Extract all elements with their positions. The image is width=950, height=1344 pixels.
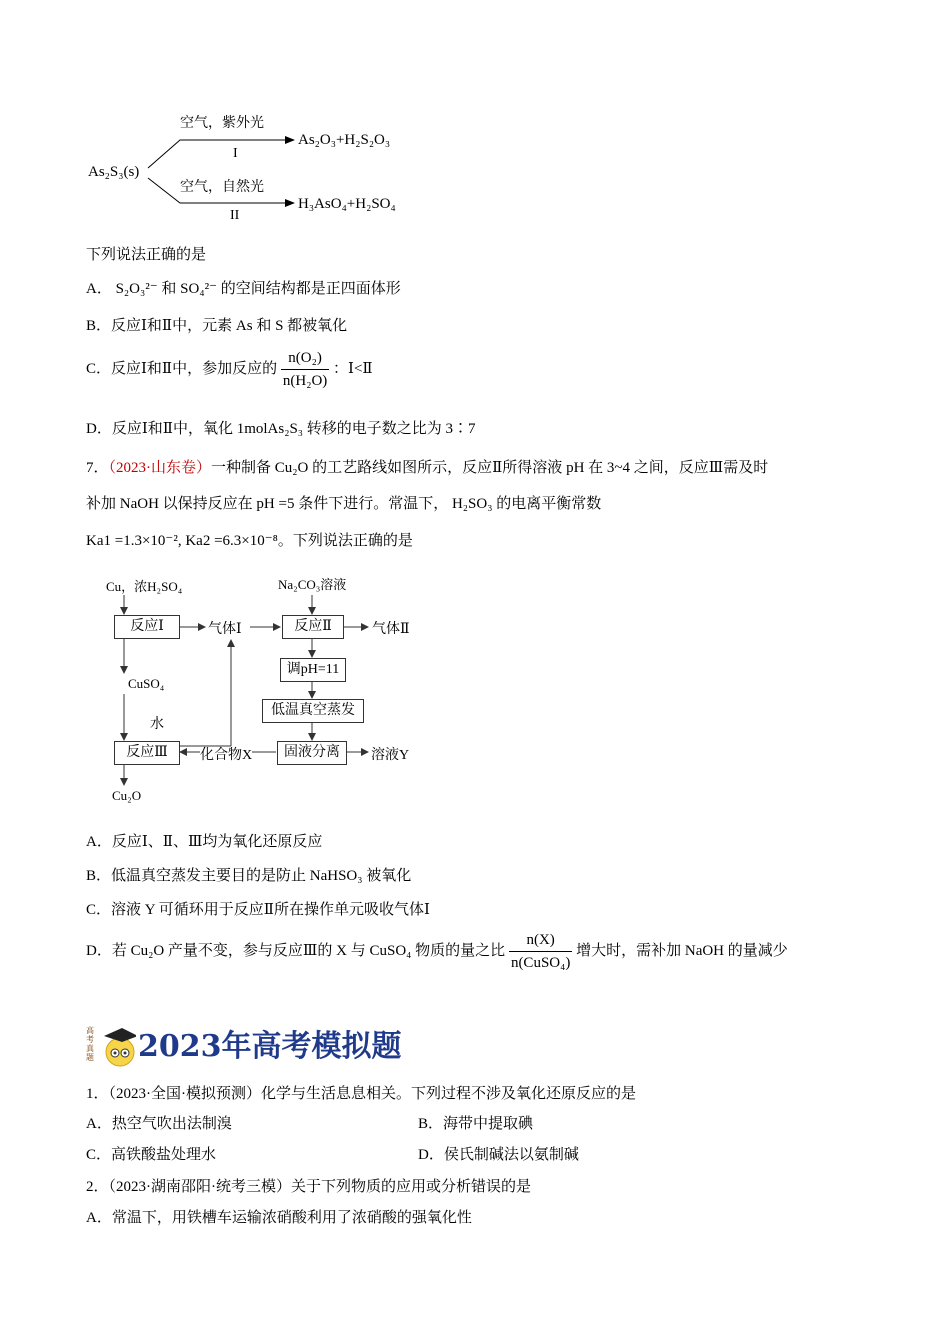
q6-option-c: C．反应Ⅰ和Ⅱ中，参加反应的 $\frac{\text{n(O₂)}}{\text{n(H₂O)}}$ ：Ⅰ<Ⅱ xyxy=(86,350,373,389)
ratio-fraction: $\frac{\text{n(O₂)}}{\text{n(H₂O)}}$ xyxy=(282,350,328,389)
flow-input-na2co3: Na₂CO₃溶液 xyxy=(278,577,347,592)
m1-stem: 1．（2023·全国·模拟预测）化学与生活息息相关。下列过程不涉及氧化还原反应的是 xyxy=(86,1086,636,1102)
scheme-reactant: As₂S₃(s) xyxy=(88,164,140,180)
q7-option-a: A．反应Ⅰ、Ⅱ、Ⅲ均为氧化还原反应 xyxy=(86,834,323,850)
section-title: 2023年高考模拟题 xyxy=(138,1029,402,1064)
flow-box-reaction2: 反应Ⅱ xyxy=(282,615,344,639)
flow-box-evaporation: 低温真空蒸发 xyxy=(262,699,364,723)
scheme-top-product: As₂O₃+H₂S₂O₃ xyxy=(298,132,391,148)
section-badge-icon xyxy=(86,1024,136,1072)
flow-box-separation: 固液分离 xyxy=(277,741,347,765)
q7-line1: 7．（2023·山东卷）一种制备 Cu₂O 的工艺路线如图所示，反应Ⅱ所得溶液 pH 在 3~4 之间，反应Ⅲ需及时 xyxy=(86,460,769,476)
scheme-bottom-condition: 空气，自然光 xyxy=(180,180,264,195)
q6-option-a: A． S₂O₃²⁻ 和 SO₄²⁻ 的空间结构都是正四面体形 xyxy=(86,281,401,297)
scheme-top-label: I xyxy=(233,146,238,161)
q6-stem: 下列说法正确的是 xyxy=(86,247,207,263)
flow-output-cu2o: Cu₂O xyxy=(112,788,142,803)
ratio-fraction-x-cuso4: $\frac{n(X)}{\text{n(CuSO₄)}}$ xyxy=(510,932,571,971)
flow-gas1: 气体Ⅰ xyxy=(208,622,242,637)
m2-stem: 2．（2023·湖南邵阳·统考三模）关于下列物质的应用或分析错误的是 xyxy=(86,1179,531,1195)
m1-option-c: C．高铁酸盐处理水 xyxy=(86,1147,217,1163)
flow-box-adjust-ph: 调pH=11 xyxy=(280,658,346,682)
q7-option-b: B．低温真空蒸发主要目的是防止 NaHSO₃ 被氧化 xyxy=(86,868,412,884)
flow-cuso4: CuSO₄ xyxy=(128,676,165,691)
q7-option-c: C．溶液 Y 可循环用于反应Ⅱ所在操作单元吸收气体Ⅰ xyxy=(86,902,430,918)
reaction-scheme xyxy=(80,108,440,228)
flow-gas2: 气体Ⅱ xyxy=(372,622,410,637)
flow-box-reaction1: 反应Ⅰ xyxy=(114,615,180,639)
q6-option-b: B．反应Ⅰ和Ⅱ中，元素 As 和 S 都被氧化 xyxy=(86,318,348,334)
flow-input-cu: Cu，浓H₂SO₄ xyxy=(106,579,183,594)
flow-water: 水 xyxy=(150,717,164,732)
process-flow-diagram xyxy=(100,570,440,810)
m2-option-a: A．常温下，用铁槽车运输浓硝酸利用了浓硝酸的强氧化性 xyxy=(86,1210,472,1226)
q7-line3: Ka1 =1.3×10⁻², Ka2 =6.3×10⁻⁸。下列说法正确的是 xyxy=(86,533,413,549)
q7-line2: 补加 NaOH 以保持反应在 pH =5 条件下进行。常温下， H₂SO₃ 的电离平衡常数 xyxy=(86,496,602,512)
q6-option-d: D．反应Ⅰ和Ⅱ中，氧化 1molAs₂S₃ 转移的电子数之比为 3∶7 xyxy=(86,421,476,437)
m1-option-b: B．海带中提取碘 xyxy=(418,1116,534,1132)
flow-box-reaction3: 反应Ⅲ xyxy=(114,741,180,765)
q7-source: （2023·山东卷） xyxy=(108,460,212,476)
section-badge-text: 高考真题 xyxy=(86,1026,94,1062)
scheme-bottom-product: H₃AsO₄+H₂SO₄ xyxy=(298,196,396,212)
q7-option-d: D．若 Cu₂O 产量不变，参与反应Ⅲ的 X 与 CuSO₄ 物质的量之比 $\frac{n(X)}{\text{n(CuSO₄)}}$ 增大时，需补加 NaOH 的量减少 xyxy=(86,932,788,971)
m1-option-d: D．侯氏制碱法以氨制碱 xyxy=(418,1147,579,1163)
ka-values: Ka1 =1.3×10⁻², Ka2 =6.3×10⁻⁸ xyxy=(86,533,278,549)
flow-solution-y: 溶液Y xyxy=(371,748,410,763)
flow-compound-x: 化合物X xyxy=(200,748,253,763)
scheme-bottom-label: II xyxy=(230,208,240,223)
m1-option-a: A．热空气吹出法制溴 xyxy=(86,1116,232,1132)
scheme-top-condition: 空气，紫外光 xyxy=(180,116,264,131)
